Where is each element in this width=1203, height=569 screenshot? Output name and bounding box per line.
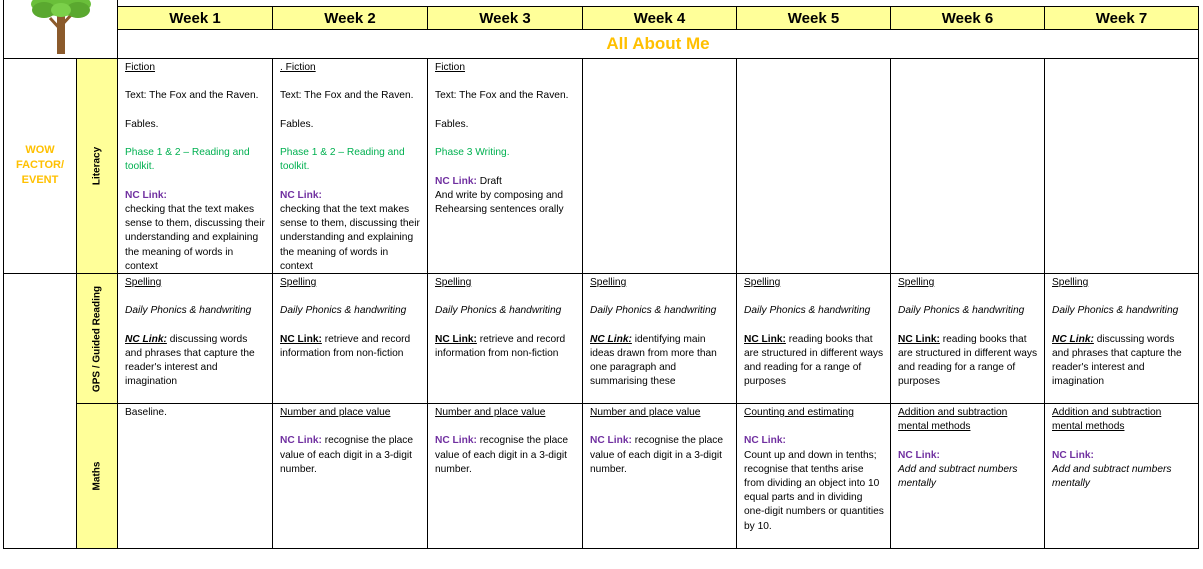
nc-link-label: NC Link: [280, 435, 322, 447]
cell-detail: checking that the text makes sense to them, discussing their understanding and explaining the meaning of words in context [125, 203, 265, 272]
phonics-text: Daily Phonics & handwriting [898, 305, 1025, 317]
cell-detail: reading books that are structured in different ways and reading for a range of purposes [898, 333, 1038, 388]
cell-phase: Phase 3 Writing. [435, 147, 510, 159]
gps-week-5 [737, 274, 891, 404]
literacy-week-6 [891, 59, 1045, 274]
maths-week-3 [428, 404, 583, 549]
cell-detail: checking that the text makes sense to them, discussing their understanding and explaining the meaning of words in context [280, 203, 420, 272]
nc-link-label: NC Link: [435, 435, 477, 447]
nc-link-label: NC Link: [898, 449, 940, 461]
spelling-heading: Spelling [280, 277, 317, 288]
nc-link-label: NC Link: [744, 333, 786, 345]
literacy-week-4 [583, 59, 737, 274]
cell-detail: Add and subtract numbers mentally [898, 463, 1018, 489]
week-header-6: Week 6 [891, 6, 1045, 30]
week-header-5: Week 5 [737, 6, 891, 30]
subject-gps-label: GPS / Guided Reading [91, 285, 103, 392]
cell-heading: Number and place value [280, 407, 391, 418]
gps-week-6 [891, 274, 1045, 404]
literacy-week-3 [428, 59, 583, 274]
theme-banner: All About Me [118, 30, 1199, 59]
cell-text: Fables. [280, 118, 314, 130]
cell-text: Text: The Fox and the Raven. [125, 90, 259, 102]
wow-factor-label [3, 59, 77, 549]
cell-detail: And write by composing and Rehearsing sentences orally [435, 189, 564, 215]
cell-heading: Fiction [435, 62, 466, 73]
week-header-4: Week 4 [583, 6, 737, 30]
nc-link-label: NC Link: [435, 333, 477, 345]
subject-maths-label: Maths [91, 461, 103, 491]
cell-heading: . Fiction [280, 62, 316, 73]
cell-text: Draft [476, 175, 502, 187]
side-label-line-3: EVENT [21, 174, 59, 186]
cell-phase: Phase 1 & 2 – Reading and toolkit. [125, 147, 250, 173]
cell-detail: recognise the place value of each digit in a 3-digit number. [435, 435, 569, 475]
literacy-week-1 [118, 59, 273, 274]
spelling-heading: Spelling [590, 277, 627, 288]
maths-week-7 [1045, 404, 1199, 549]
cell-heading: Addition and subtraction mental methods [898, 407, 1008, 433]
spelling-heading: Spelling [744, 277, 781, 288]
cell-phase: Phase 1 & 2 – Reading and toolkit. [280, 147, 405, 173]
cell-heading: Number and place value [435, 407, 546, 418]
week-header-2: Week 2 [273, 6, 428, 30]
cell-heading: Fiction [125, 62, 156, 73]
literacy-week-2 [273, 59, 428, 274]
maths-week-5 [737, 404, 891, 549]
cell-detail: retrieve and record information from non-fiction [435, 333, 566, 359]
phonics-text: Daily Phonics & handwriting [280, 305, 407, 317]
subject-literacy-label: Literacy [91, 146, 103, 186]
nc-link-label: NC Link: [590, 435, 632, 447]
cell-detail: Add and subtract numbers mentally [1052, 463, 1172, 489]
cell-heading: Baseline. [125, 407, 167, 418]
side-divider [3, 273, 77, 274]
literacy-week-5 [737, 59, 891, 274]
gps-week-4 [583, 274, 737, 404]
cell-heading: Counting and estimating [744, 407, 854, 418]
maths-week-1 [118, 404, 273, 549]
maths-week-2 [273, 404, 428, 549]
phonics-text: Daily Phonics & handwriting [590, 305, 717, 317]
spelling-heading: Spelling [898, 277, 935, 288]
cell-text: Text: The Fox and the Raven. [435, 90, 569, 102]
tree-icon [26, 0, 96, 58]
maths-week-4 [583, 404, 737, 549]
nc-link-label: NC Link: [280, 189, 322, 201]
nc-link-label: NC Link: [1052, 333, 1094, 345]
nc-link-label: NC Link: [744, 435, 786, 447]
cell-detail: retrieve and record information from non-fiction [280, 333, 411, 359]
cell-detail: recognise the place value of each digit in a 3-digit number. [590, 435, 724, 475]
nc-link-label: NC Link: [898, 333, 940, 345]
nc-link-label: NC Link: [1052, 449, 1094, 461]
gps-week-1 [118, 274, 273, 404]
spelling-heading: Spelling [435, 277, 472, 288]
phonics-text: Daily Phonics & handwriting [744, 305, 871, 317]
cell-text: Fables. [435, 118, 469, 130]
cell-heading: Number and place value [590, 407, 701, 418]
subject-gps [77, 274, 118, 404]
subject-literacy [77, 59, 118, 274]
cell-detail: discussing words and phrases that capture the reader's interest and imagination [125, 333, 255, 388]
subject-maths [77, 404, 118, 549]
logo-cell [3, 0, 118, 59]
week-header-3: Week 3 [428, 6, 583, 30]
gps-week-3 [428, 274, 583, 404]
spelling-heading: Spelling [1052, 277, 1089, 288]
literacy-week-7 [1045, 59, 1199, 274]
week-header-1: Week 1 [118, 6, 273, 30]
side-label-line-2: FACTOR/ [15, 159, 65, 171]
spelling-heading: Spelling [125, 277, 162, 288]
cell-detail: discussing words and phrases that capture the reader's interest and imagination [1052, 333, 1182, 388]
nc-link-label: NC Link: [590, 333, 632, 345]
cell-detail: Count up and down in tenths; recognise that tenths arise from dividing an object into 10 equal parts and in dividing one-digit numbers or quantities by 10. [744, 449, 884, 532]
phonics-text: Daily Phonics & handwriting [125, 305, 252, 317]
nc-link-label: NC Link: [435, 175, 477, 187]
cell-text: Text: The Fox and the Raven. [280, 90, 414, 102]
gps-week-7 [1045, 274, 1199, 404]
nc-link-label: NC Link: [125, 333, 167, 345]
nc-link-label: NC Link: [280, 333, 322, 345]
maths-week-6 [891, 404, 1045, 549]
phonics-text: Daily Phonics & handwriting [435, 305, 562, 317]
cell-text: Fables. [125, 118, 159, 130]
cell-detail: recognise the place value of each digit in a 3-digit number. [280, 435, 414, 475]
nc-link-label: NC Link: [125, 189, 167, 201]
cell-heading: Addition and subtraction mental methods [1052, 407, 1162, 433]
side-label-line-1: WOW [25, 144, 55, 156]
gps-week-2 [273, 274, 428, 404]
cell-detail: reading books that are structured in different ways and reading for a range of purposes [744, 333, 884, 388]
week-header-7: Week 7 [1045, 6, 1199, 30]
cell-detail: identifying main ideas drawn from more than one paragraph and summarising these [590, 333, 717, 388]
phonics-text: Daily Phonics & handwriting [1052, 305, 1179, 317]
